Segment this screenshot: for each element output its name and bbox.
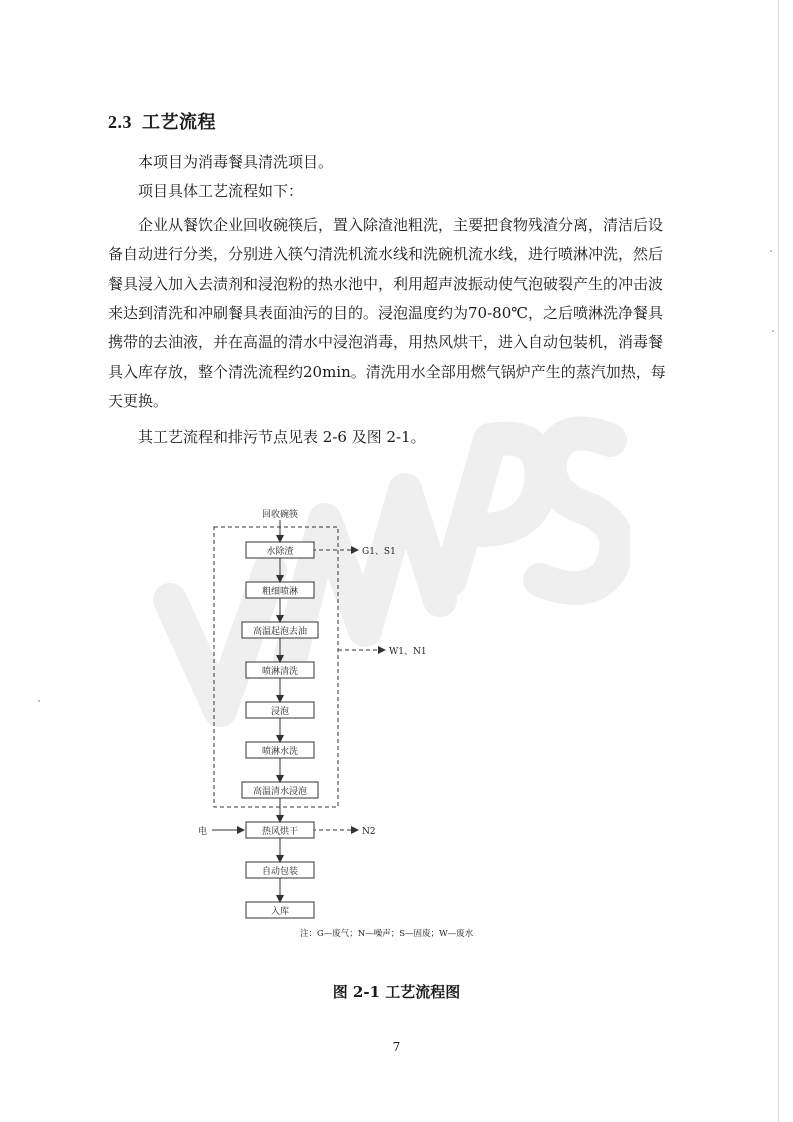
flow-step-soak: 浸泡 <box>270 707 290 717</box>
paragraph-lead: 项目具体工艺流程如下： <box>138 182 304 201</box>
figure-caption <box>0 981 793 1002</box>
page-number: 7 <box>392 1040 401 1054</box>
section-title: 工艺流程 <box>142 112 216 132</box>
process-flowchart <box>190 500 570 950</box>
flow-step-degrease: 高温起泡去油 <box>252 627 308 637</box>
flow-input-label: 回收碗筷 <box>261 510 299 520</box>
flow-legend-note: 注：G—废气；N—噪声；S—固废；W—废水 <box>300 929 474 939</box>
flow-step-spray-rinse: 粗细喷淋 <box>261 587 299 597</box>
flow-step-hot-air-dry: 热风烘干 <box>261 827 299 837</box>
figure-title: 工艺流程图 <box>385 983 461 1001</box>
paragraph-reference: 其工艺流程和排污节点见表 2-6 及图 2-1。 <box>138 427 426 446</box>
flow-step-storage: 入库 <box>270 907 290 917</box>
body-text <box>108 148 668 452</box>
flow-step-spray-clean: 喷淋清洗 <box>261 667 299 677</box>
flow-output-n2: N2 <box>362 827 376 837</box>
paragraph-process: 企业从餐饮企业回收碗筷后，置入除渣池粗洗，主要把食物残渣分离，清洁后设备自动进行分类，分别进入筷勺清洗机流水线和洗碗机流水线，进行喷淋冲洗，然后餐具浸入加入去渍剂和浸泡粉的热水池中，利用超声波振动使气泡破裂产生的冲击波来达到清洗和冲刷餐具表面油污的目的。浸泡温度约为70-80℃，之后喷淋洗净餐具携带的去油液，并在高温的清水中浸泡消毒，用热风烘干，进入自动包装机，消毒餐具入库存放，整个清洗流程约20min。清洗用水全部用燃气锅炉产生的蒸汽加热，每天更换。 <box>108 215 666 411</box>
flow-step-hot-soak: 高温清水浸泡 <box>252 787 308 797</box>
section-heading <box>108 108 216 134</box>
flow-step-spray-wash: 喷淋水洗 <box>261 747 299 757</box>
flow-step-auto-pack: 自动包装 <box>261 867 299 877</box>
scan-speck <box>770 250 772 252</box>
section-number: 2.3 <box>108 112 132 132</box>
flow-output-w1-n1: W1、N1 <box>389 647 427 657</box>
flow-step-water-slag: 水除渣 <box>266 547 294 557</box>
page-edge-line <box>778 0 779 1122</box>
scan-speck <box>38 700 40 702</box>
flow-power-label: 电 <box>198 827 208 837</box>
flow-output-g1-s1: G1、S1 <box>362 547 396 557</box>
figure-number: 图 2-1 <box>332 983 381 1001</box>
scan-speck <box>772 330 774 332</box>
paragraph-intro: 本项目为消毒餐具清洗项目。 <box>138 153 334 171</box>
